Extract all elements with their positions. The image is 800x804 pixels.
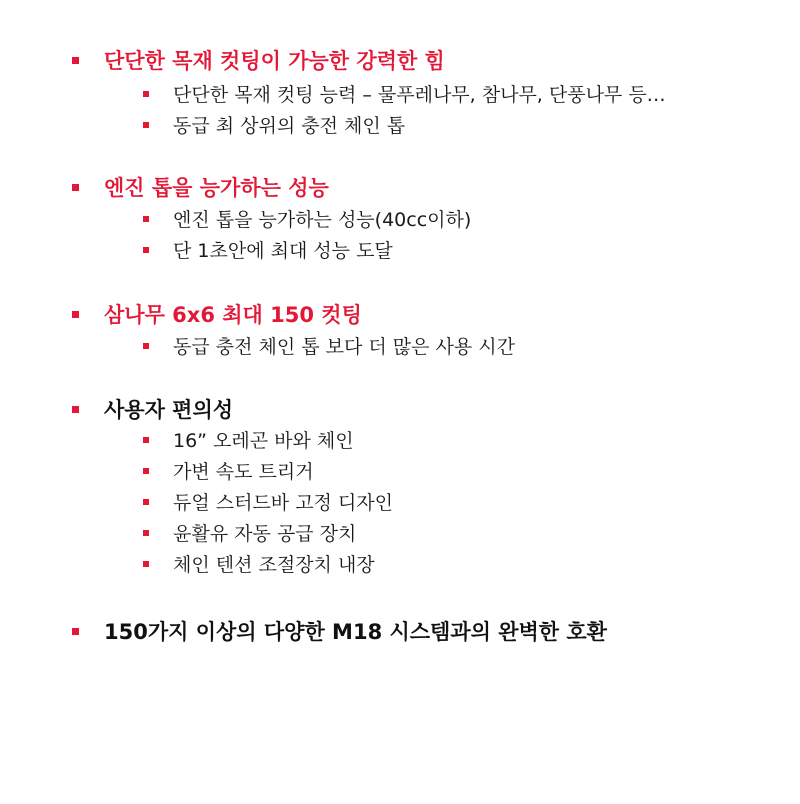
heading-text: 단단한 목재 컷팅이 가능한 강력한 힘 xyxy=(104,49,445,73)
square-bullet-icon xyxy=(143,499,149,505)
section-heading-usability xyxy=(0,395,800,425)
square-bullet-icon xyxy=(72,57,79,64)
list-item xyxy=(0,112,800,140)
list-item xyxy=(0,81,800,109)
square-bullet-icon xyxy=(72,406,79,413)
section-heading-performance xyxy=(0,173,800,203)
square-bullet-icon xyxy=(143,343,149,349)
square-bullet-icon xyxy=(143,468,149,474)
square-bullet-icon xyxy=(143,91,149,97)
square-bullet-icon xyxy=(143,561,149,567)
list-item-text: 16” 오레곤 바와 체인 xyxy=(173,430,354,452)
square-bullet-icon xyxy=(143,247,149,253)
square-bullet-icon xyxy=(143,437,149,443)
list-item-text: 동급 최 상위의 충전 체인 톱 xyxy=(173,115,406,137)
list-item xyxy=(0,427,800,455)
square-bullet-icon xyxy=(143,122,149,128)
square-bullet-icon xyxy=(72,184,79,191)
list-item-text: 듀얼 스터드바 고정 디자인 xyxy=(173,492,394,514)
square-bullet-icon xyxy=(72,311,79,318)
list-item xyxy=(0,206,800,234)
heading-text: 엔진 톱을 능가하는 성능 xyxy=(104,176,329,200)
list-item-text: 단단한 목재 컷팅 능력 – 물푸레나무, 참나무, 단풍나무 등… xyxy=(173,84,666,106)
list-item xyxy=(0,551,800,579)
list-item-text: 체인 텐션 조절장치 내장 xyxy=(173,554,375,576)
square-bullet-icon xyxy=(143,216,149,222)
list-item-text: 동급 충전 체인 톱 보다 더 많은 사용 시간 xyxy=(173,336,515,358)
list-item-text: 엔진 톱을 능가하는 성능(40cc이하) xyxy=(173,209,472,231)
heading-text: 삼나무 6x6 최대 150 컷팅 xyxy=(104,303,362,327)
square-bullet-icon xyxy=(72,628,79,635)
list-item xyxy=(0,333,800,361)
list-item xyxy=(0,237,800,265)
list-item xyxy=(0,489,800,517)
list-item-text: 단 1초안에 최대 성능 도달 xyxy=(173,240,393,262)
square-bullet-icon xyxy=(143,530,149,536)
section-heading-power xyxy=(0,46,800,76)
list-item xyxy=(0,458,800,486)
heading-text: 150가지 이상의 다양한 M18 시스템과의 완벽한 호환 xyxy=(104,620,607,644)
list-item-text: 가변 속도 트리거 xyxy=(173,461,314,483)
list-item xyxy=(0,520,800,548)
list-item-text: 윤활유 자동 공급 장치 xyxy=(173,523,357,545)
heading-text: 사용자 편의성 xyxy=(104,398,234,422)
section-heading-cedar-cuts xyxy=(0,300,800,330)
section-heading-m18-compatibility xyxy=(0,617,800,647)
